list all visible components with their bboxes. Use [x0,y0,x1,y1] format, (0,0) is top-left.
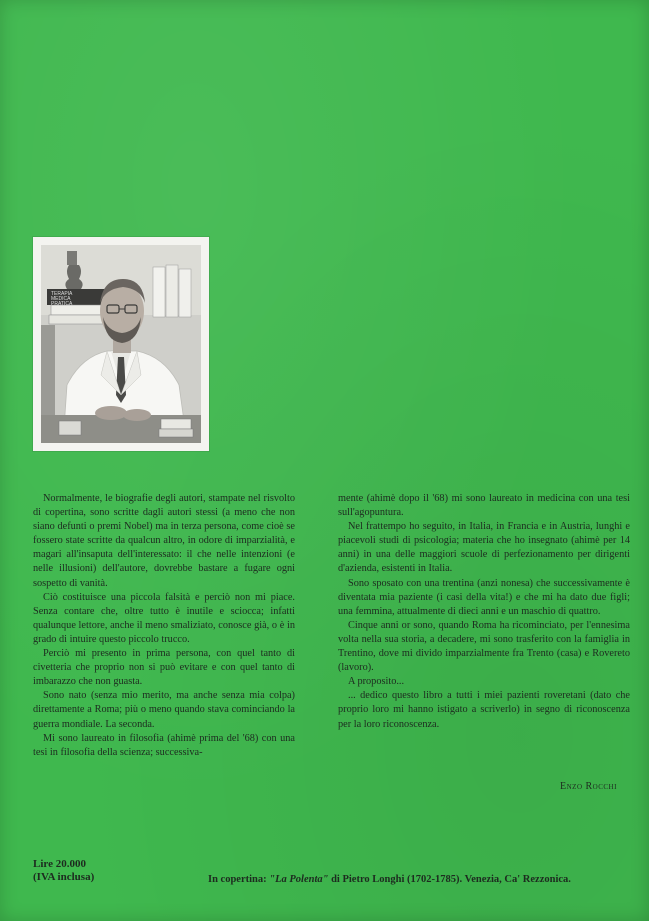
bio-paragraph: Cinque anni or sono, quando Roma ha ricominciato, per l'ennesima volta nella sua storia, a decadere, mi sono trasferito con la famiglia in Trentino, dove mi divido imparzialmente fra Trento (casa) e Rovereto (lavoro). [338,619,630,674]
author-photo-frame [33,237,209,451]
author-photo [41,245,201,443]
bio-paragraph: Normalmente, le biografie degli autori, stampate nel risvolto di copertina, sono scritte dagli autori stessi (a meno che non siano defunti o premi Nobel) ma in terza persona, come cioè se fossero state scritte da qualcun altro, in odore di imparzialità, e magari all'insaputa dell'interessato: il che nelle intenzioni (e nelle illusioni) dell'autore, dovrebbe bastare a fugare ogni sospetto di vanità. [33,493,295,589]
bio-paragraph: Perciò mi presento in prima persona, con quel tanto di civetteria che proprio non si può evitare e con quel tanto di imbarazzo che non guasta. [33,648,295,688]
bio-paragraph: mente (ahimè dopo il '68) mi sono laureato in medicina con una tesi sull'agopuntura. [338,493,630,519]
book-label-2: MEDICA [51,296,71,302]
biography-right-column [338,492,630,732]
price-tax-note: (IVA inclusa) [33,871,95,883]
cover-credit-prefix: In copertina: [208,874,270,885]
cover-credit-title: "La Polenta" [269,874,329,885]
bio-paragraph: ... dedico questo libro a tutti i miei pazienti roveretani (dato che proprio loro mi hanno istigato a scriverlo) in segno di riconoscenza per la loro riconoscenza. [338,690,630,730]
cover-credit-suffix: di Pietro Longhi (1702-1785). Venezia, Ca' Rezzonica. [328,874,571,885]
bio-paragraph: Ciò costituisce una piccola falsità e perciò non mi piace. Senza contare che, oltre tutto è inutile e sciocca; infatti qualunque lettore, anche il meno smaliziato, conosce già, o è in grado di intuire questo piccolo trucco. [33,591,295,645]
bio-paragraph: A proposito... [348,676,405,688]
author-signature: Enzo Rocchi [560,781,617,792]
bio-paragraph: Mi sono laureato in filosofia (ahimè prima del '68) con una tesi in filosofia della scienza; successiva- [33,732,295,758]
bio-paragraph: Nel frattempo ho seguito, in Italia, in Francia e in Austria, lunghi e piacevoli studi di psicologia; materia che ho insegnato (ahimè per 14 anni) in una delle maggiori scuole di perfezionamento per dirigenti d'azienda, esistenti in Italia. [338,521,630,575]
author-portrait-illustration [41,245,201,443]
cover-credit [208,874,571,885]
price-value: Lire 20.000 [33,858,86,870]
bio-paragraph: Sono sposato con una trentina (anzi nonesa) che successivamente è diventata mia paziente (i casi della vita!) e che mi ha dato due figli; una femmina, attualmente di dieci anni e un maschio di quattro. [338,577,630,617]
book-label-1: TERAPIA [51,291,73,297]
book-label-3: PRATICA [51,301,73,307]
bio-paragraph: Sono nato (senza mio merito, ma anche senza mia colpa) direttamente a Roma; più o meno quando stava cominciando la guerra mondiale. La seconda. [33,690,295,730]
biography-left-column [33,492,295,760]
price-block [33,858,94,884]
